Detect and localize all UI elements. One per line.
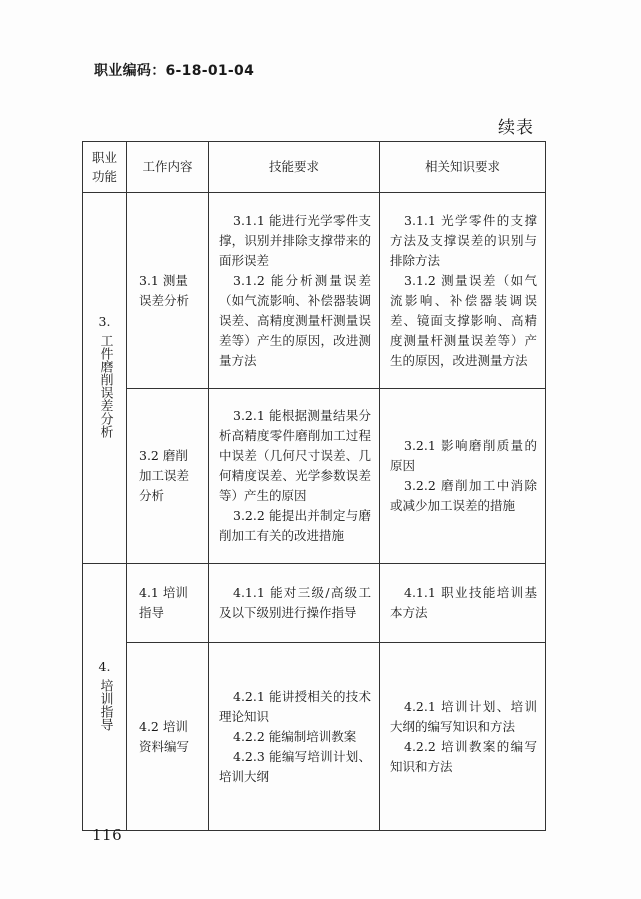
table-row	[83, 643, 546, 831]
function-cell-3	[83, 193, 127, 564]
skill-item: 4.1.1 能对三级/高级工及以下级别进行操作指导	[219, 585, 371, 620]
work-content-cell: 3.2 磨削加工误差分析	[127, 389, 209, 564]
skill-item: 3.2.2 能提出并制定与磨削加工有关的改进措施	[219, 508, 371, 543]
header-knowledge: 相关知识要求	[380, 142, 546, 193]
function-name: 培训指导	[97, 679, 113, 731]
continued-label: 续表	[498, 118, 534, 138]
skill-item: 4.2.2 能编制培训教案	[233, 728, 357, 744]
occupation-code: 职业编码：6-18-01-04	[94, 63, 255, 79]
header-content: 工作内容	[127, 142, 209, 193]
work-content-cell: 4.2 培训资料编写	[127, 643, 209, 831]
skill-requirements-cell	[209, 564, 380, 643]
knowledge-requirements-cell	[380, 643, 546, 831]
function-name: 工件磨削误差分析	[97, 334, 113, 438]
knowledge-requirements-cell	[380, 193, 546, 389]
knowledge-item: 4.2.1 培训计划、培训大纲的编写知识和方法	[390, 698, 537, 734]
skill-item: 4.2.1 能讲授相关的技术理论知识	[219, 688, 371, 724]
header-function	[83, 142, 127, 193]
skills-table	[82, 141, 546, 831]
knowledge-item: 3.1.1 光学零件的支撑方法及支撑误差的识别与排除方法	[390, 212, 537, 268]
knowledge-item: 3.1.2 测量误差（如气流影响、补偿器装调误差、镜面支撑影响、高精度测量杆测量误差等）产生的原因，改进测量方法	[390, 272, 537, 368]
knowledge-requirements-cell	[380, 389, 546, 564]
skill-requirements-cell	[209, 193, 380, 389]
skill-requirements-cell	[209, 389, 380, 564]
skill-requirements-cell	[209, 643, 380, 831]
table-header-row	[83, 142, 546, 193]
knowledge-item: 3.2.2 磨削加工中消除或减少加工误差的措施	[390, 478, 537, 513]
knowledge-requirements-cell	[380, 564, 546, 643]
skill-item: 3.2.1 能根据测量结果分析高精度零件磨削加工过程中误差（几何尺寸误差、几何精度误差、光学参数误差等）产生的原因	[219, 408, 371, 503]
table-row	[83, 564, 546, 643]
function-cell-4	[83, 564, 127, 831]
work-content-cell: 3.1 测量误差分析	[127, 193, 209, 389]
skill-item: 3.1.1 能进行光学零件支撑，识别并排除支撑带来的面形误差	[219, 212, 371, 268]
function-number: 3.	[98, 314, 111, 329]
function-number: 4.	[98, 659, 111, 674]
skill-item: 4.2.3 能编写培训计划、培训大纲	[219, 748, 371, 784]
knowledge-item: 3.2.1 影响磨削质量的原因	[390, 438, 537, 473]
work-content-cell: 4.1 培训指导	[127, 564, 209, 643]
table-row	[83, 389, 546, 564]
header-skills: 技能要求	[209, 142, 380, 193]
knowledge-item: 4.2.2 培训教案的编写知识和方法	[390, 738, 537, 774]
knowledge-item: 4.1.1 职业技能培训基本方法	[390, 585, 537, 620]
skill-item: 3.1.2 能分析测量误差（如气流影响、补偿器装调误差、高精度测量杆测量误差等）产生的原因，改进测量方法	[219, 272, 371, 368]
header-function-label: 职业功能	[91, 149, 117, 184]
page-number: 116	[92, 826, 123, 844]
table-row	[83, 193, 546, 389]
